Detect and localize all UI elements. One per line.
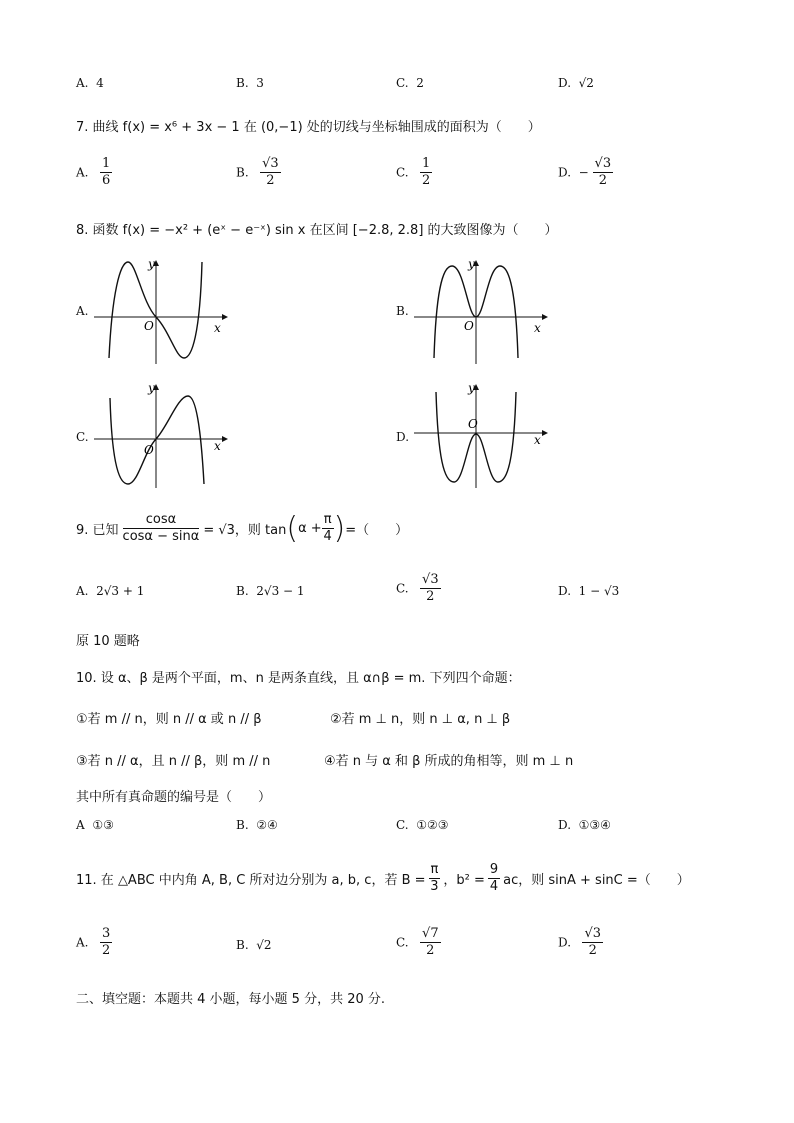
section-2-heading: 二、填空题：本题共 4 小题，每小题 5 分，共 20 分. — [76, 992, 386, 1007]
q9-option-b: B. 2√3 − 1 — [236, 584, 305, 598]
x-axis-label: x — [214, 321, 221, 335]
origin-label: O — [144, 319, 154, 333]
q10-proposition-4: ④若 n 与 α 和 β 所成的角相等，则 m ⊥ n — [324, 754, 574, 769]
origin-label: O — [468, 417, 478, 431]
y-axis-label: y — [148, 257, 155, 271]
q9-stem: 9. 已知 $\frac{\cos\alpha}{\cos\alpha - \sin\alpha}$ = √3，则 tan ( α + $\frac{\pi}{4}$ ) =（ ） — [76, 510, 409, 546]
q6-option-b: B. 3 — [236, 76, 264, 90]
q7-option-c: C. $\frac{1}{2}$ — [396, 156, 431, 188]
origin-label: O — [464, 319, 474, 333]
q7-option-b: B. $\frac{√3}{2}$ — [236, 156, 279, 188]
q8-stem: 8. 函数 f(x) = −x² + (eˣ − e⁻ˣ) sin x 在区间 [−2.8, 2.8] 的大致图像为（ ） — [76, 223, 558, 238]
q10-option-d: D. ①③④ — [558, 818, 611, 832]
x-axis-label: x — [534, 433, 541, 447]
q8-graph-d — [412, 378, 552, 490]
q6-option-d: D. √2 — [558, 76, 594, 90]
q6-option-c: C. 2 — [396, 76, 424, 90]
q7-stem: 7. 曲线 f(x) = x⁶ + 3x − 1 在 (0,−1) 处的切线与坐标轴围成的面积为（ ） — [76, 120, 541, 135]
q11-option-a: A. $\frac{3}{2}$ — [76, 926, 111, 958]
origin-label: O — [144, 443, 154, 457]
q8-option-a-label: A. — [76, 304, 89, 318]
q10-proposition-3: ③若 n // α，且 n // β，则 m // n — [76, 754, 271, 769]
q7-option-a: A. $\frac{1}{6}$ — [76, 156, 111, 188]
x-axis-label: x — [214, 439, 221, 453]
y-axis-label: y — [148, 381, 155, 395]
q11-option-d: D. $\frac{√3}{2}$ — [558, 926, 602, 958]
q10-option-a: A ①③ — [76, 818, 114, 832]
omitted-note: 原 10 题略 — [76, 634, 140, 649]
q8-graph-b — [412, 254, 552, 366]
x-axis-label: x — [534, 321, 541, 335]
q8-option-d-label: D. — [396, 430, 410, 444]
q10-question: 其中所有真命题的编号是（ ） — [76, 790, 272, 805]
y-axis-label: y — [468, 257, 475, 271]
q8-option-b-label: B. — [396, 304, 409, 318]
q8-option-c-label: C. — [76, 430, 89, 444]
q10-option-c: C. ①②③ — [396, 818, 449, 832]
y-axis-label: y — [468, 381, 475, 395]
q10-option-b: B. ②④ — [236, 818, 278, 832]
q9-option-d: D. 1 − √3 — [558, 584, 620, 598]
q11-option-b: B. √2 — [236, 938, 272, 952]
q10-stem: 10. 设 α、β 是两个平面，m、n 是两条直线，且 α∩β = m. 下列四个命题： — [76, 671, 521, 686]
q8-graph-c — [92, 378, 232, 490]
q9-option-c: C. $\frac{√3}{2}$ — [396, 572, 439, 604]
q6-option-a: A. 4 — [76, 76, 104, 90]
q11-option-c: C. $\frac{√7}{2}$ — [396, 926, 439, 958]
q8-graph-a — [92, 254, 232, 366]
q7-option-d: D. − $\frac{√3}{2}$ — [558, 156, 612, 188]
q10-proposition-2: ②若 m ⊥ n，则 n ⊥ α, n ⊥ β — [330, 712, 511, 727]
q9-option-a: A. 2√3 + 1 — [76, 584, 145, 598]
q11-stem: 11. 在 △ABC 中内角 A, B, C 所对边分别为 a, b, c，若 B = $\frac{\pi}{3}$ ，b² = $\frac{9}{4}$ ac，则 sinA + sinC =（ ） — [76, 862, 690, 894]
q10-proposition-1: ①若 m // n，则 n // α 或 n // β — [76, 712, 262, 727]
